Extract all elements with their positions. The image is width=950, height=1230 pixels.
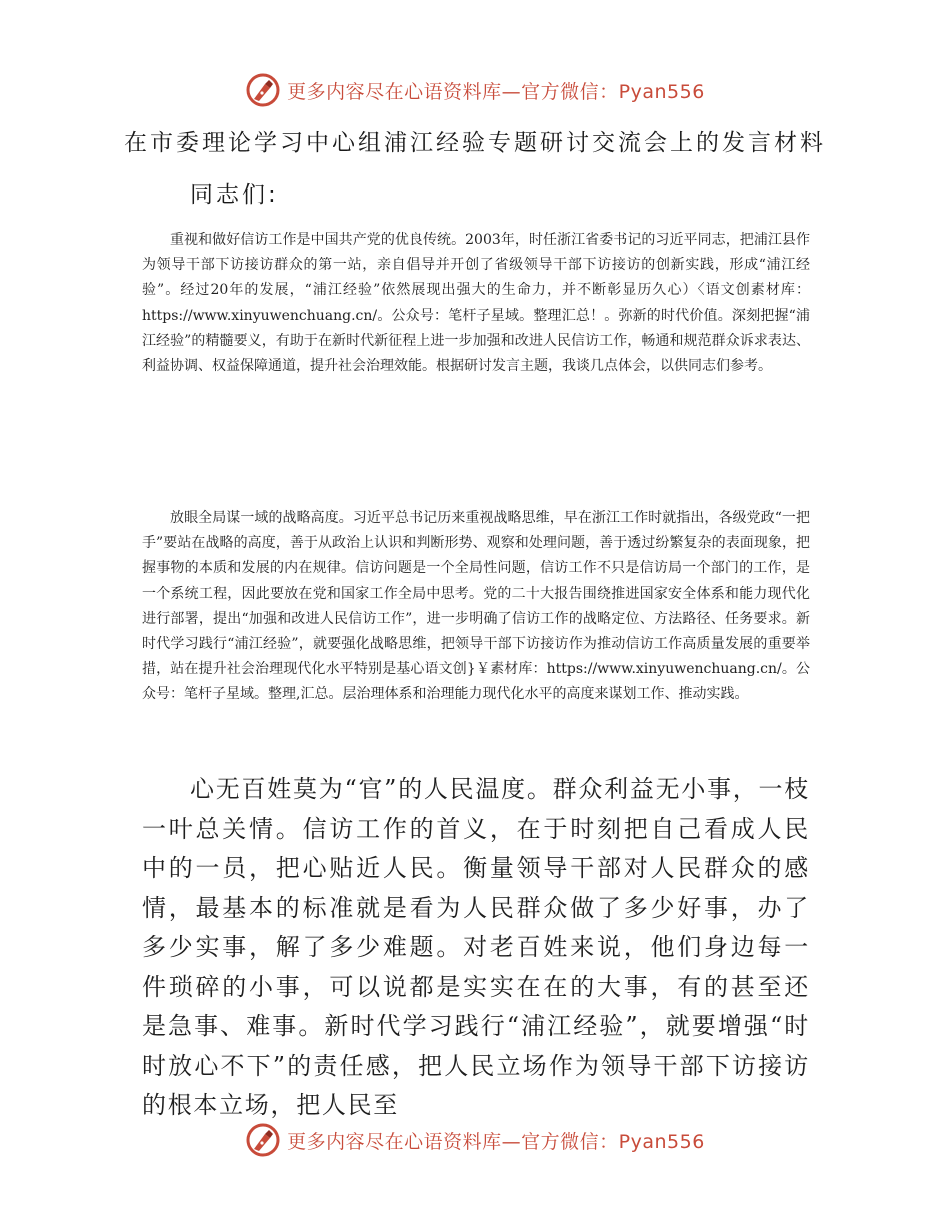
header-banner — [0, 70, 950, 110]
pen-nib-logo-icon — [245, 72, 281, 108]
paragraph-people-warmth: 心无百姓莫为“官”的人民温度。群众利益无小事，一枝一叶总关情。信访工作的首义，在于时刻把自己看成人民中的一员，把心贴近人民。衡量领导干部对人民群众的感情，最基本的标准就是看为人民群众做了多少好事，办了多少实事，解了多少难题。对老百姓来说，他们身边每一件琐碎的小事，可以说都是实实在在的大事，有的甚至还是急事、难事。新时代学习践行“浦江经验”，就要增强“时时放心不下”的责任感，把人民立场作为领导干部下访接访的根本立场，把人民至 — [142, 775, 810, 1119]
paragraph-intro: 重视和做好信访工作是中国共产党的优良传统。2003年，时任浙江省委书记的习近平同志，把浦江县作为领导干部下访接访群众的第一站，亲自倡导并开创了省级领导干部下访接访的创新实践，形成“浦江经验”。经过20年的发展，“浦江经验”依然展现出强大的生命力，并不断彰显历久心）〈语文创素材库：https://www.xinyuwenchuang.cn/。公众号：笔杆子星域。整理汇总！。弥新的时代价值。深刻把握“浦江经验”的精髓要义，有助于在新时代新征程上进一步加强和改进人民信访工作，畅通和规范群众诉求表达、利益协调、权益保障通道，提升社会治理效能。根据研讨发言主题，我谈几点体会，以供同志们参考。 — [142, 232, 810, 375]
footer-banner-text: 更多内容尽在心语资料库—官方微信：Pyan556 — [287, 1130, 705, 1153]
greeting: 同志们: — [190, 182, 279, 208]
document-title: 在市委理论学习中心组浦江经验专题研讨交流会上的发言材料 — [124, 130, 826, 156]
header-banner-text: 更多内容尽在心语资料库—官方微信：Pyan556 — [287, 80, 705, 103]
pen-nib-logo-icon — [245, 1122, 281, 1158]
paragraph-strategic-height: 放眼全局谋一域的战略高度。习近平总书记历来重视战略思维，早在浙江工作时就指出，各级党政“一把手”要站在战略的高度，善于从政治上认识和判断形势、观察和处理问题，善于透过纷繁复杂的表面现象，把握事物的本质和发展的内在规律。信访问题是一个全局性问题，信访工作不只是信访局一个部门的工作，是一个系统工程，因此要放在党和国家工作全局中思考。党的二十大报告围绕推进国家安全体系和能力现代化进行部署，提出“加强和改进人民信访工作”，进一步明确了信访工作的战略定位、方法路径、任务要求。新时代学习践行“浦江经验”，就要强化战略思维，把领导干部下访接访作为推动信访工作高质量发展的重要举措，站在提升社会治理现代化水平特别是基心语文创}￥素材库：https://www.xinyuwenchuang.cn/。公众号：笔杆子星域。整理,汇总。层治理体系和治理能力现代化水平的高度来谋划工作、推动实践。 — [142, 510, 810, 703]
footer-banner — [0, 1120, 950, 1160]
